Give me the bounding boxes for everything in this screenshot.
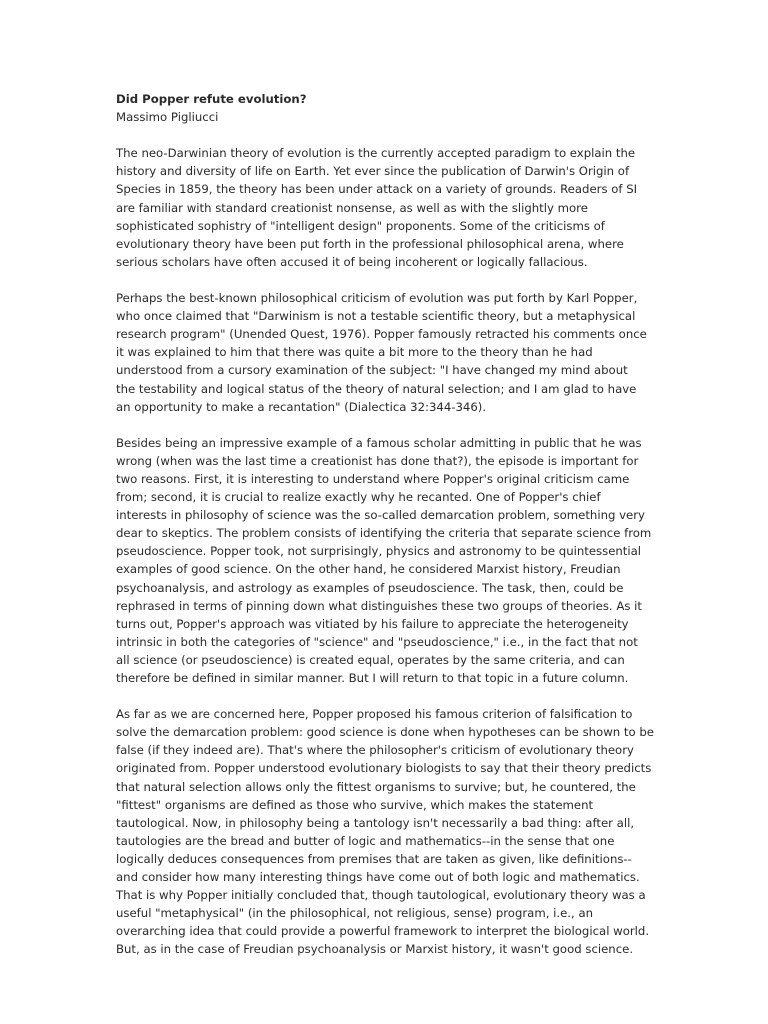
text-line: That is why Popper initially concluded that, though tautological, evolutionary theory was a: [116, 888, 646, 903]
text-line: are familiar with standard creationist nonsense, as well as with the slightly more: [116, 200, 588, 215]
text-line: an opportunity to make a recantation" (Dialectica 32:344-346).: [116, 399, 487, 414]
text-line: all science (or pseudoscience) is created equal, operates by the same criteria, and can: [116, 652, 625, 667]
text-line: The neo-Darwinian theory of evolution is the currently accepted paradigm to explain the: [116, 146, 636, 161]
text-line: therefore be defined in similar manner. But I will return to that topic in a future column.: [116, 671, 629, 685]
text-line: intrinsic in both the categories of "science" and "pseudoscience," i.e., in the fact that not: [116, 634, 638, 649]
text-line: psychoanalysis, and astrology as examples of pseudoscience. The task, then, could be: [116, 580, 624, 595]
text-line: dear to skeptics. The problem consists of identifying the criteria that separate science from: [116, 526, 652, 541]
text-line: logically deduces consequences from premises that are taken as given, like definitions--: [116, 851, 632, 866]
text-line: who once claimed that "Darwinism is not a testable scientific theory, but a metaphysical: [116, 309, 636, 324]
text-line: that natural selection allows only the fittest organisms to survive; but, he countered, the: [116, 779, 636, 794]
text-line: and consider how many interesting things have come out of both logic and mathematics.: [116, 870, 640, 885]
text-line: from; second, it is crucial to realize exactly why he recanted. One of Popper's chief: [116, 490, 601, 505]
document-title: Did Popper refute evolution?: [116, 92, 307, 106]
text-line: evolutionary theory have been put forth in the professional philosophical arena, where: [116, 236, 624, 251]
paragraph: [116, 289, 650, 416]
text-line: useful "metaphysical" (in the philosophical, not religious, sense) program, i.e., an: [116, 906, 594, 921]
document-author: Massimo Pigliucci: [116, 110, 219, 125]
text-line: it was explained to him that there was quite a bit more to the theory than he had: [116, 345, 593, 360]
text-line: tautological. Now, in philosophy being a tantology isn't necessarily a bad thing: after all,: [116, 815, 635, 830]
text-line: sophisticated sophistry of "intelligent design" proponents. Some of the criticisms of: [116, 218, 605, 233]
text-line: two reasons. First, it is interesting to understand where Popper's original criticism came: [116, 471, 630, 486]
text-line: examples of good science. On the other hand, he considered Marxist history, Freudian: [116, 562, 621, 577]
text-line: turns out, Popper's approach was vitiated by his failure to appreciate the heterogeneity: [116, 616, 629, 631]
text-line: wrong (when was the last time a creationist has done that?), the episode is important for: [116, 453, 639, 468]
text-line: rephrased in terms of pinning down what distinguishes these two groups of theories. As it: [116, 598, 642, 613]
text-line: Species in 1859, the theory has been under attack on a variety of grounds. Readers of SI: [116, 182, 638, 197]
document-page: [116, 90, 654, 977]
document-body: [116, 144, 654, 958]
text-line: But, as in the case of Freudian psychoanalysis or Marxist history, it wasn't good science.: [116, 942, 634, 957]
paragraph: [116, 144, 650, 271]
text-line: pseudoscience. Popper took, not surprisingly, physics and astronomy to be quintessential: [116, 544, 642, 559]
text-line: Besides being an impressive example of a famous scholar admitting in public that he was: [116, 435, 642, 450]
text-line: history and diversity of life on Earth. Yet ever since the publication of Darwin's Origin of: [116, 164, 630, 179]
text-line: "fittest" organisms are defined as those who survive, which makes the statement: [116, 797, 594, 812]
text-line: interests in philosophy of science was the so-called demarcation problem, something very: [116, 508, 645, 523]
text-line: overarching idea that could provide a powerful framework to interpret the biological world.: [116, 924, 650, 939]
text-line: the testability and logical status of the theory of natural selection; and I am glad to have: [116, 381, 637, 396]
text-line: Perhaps the best-known philosophical criticism of evolution was put forth by Karl Popper,: [116, 291, 638, 306]
text-line: tautologies are the bread and butter of logic and mathematics--in the sense that one: [116, 833, 615, 848]
text-line: originated from. Popper understood evolutionary biologists to say that their theory predicts: [116, 761, 652, 776]
text-line: serious scholars have often accused it of being incoherent or logically fallacious.: [116, 254, 588, 269]
text-line: research program" (Unended Quest, 1976). Popper famously retracted his comments once: [116, 327, 647, 342]
paragraph: [116, 434, 650, 687]
text-line: As far as we are concerned here, Popper proposed his famous criterion of falsification to: [116, 707, 633, 722]
text-line: understood from a cursory examination of the subject: "I have changed my mind about: [116, 363, 628, 378]
text-line: solve the demarcation problem: good science is done when hypotheses can be shown to be: [116, 725, 654, 740]
text-line: false (if they indeed are). That's where the philosopher's criticism of evolutionary theory: [116, 743, 634, 758]
paragraph: [116, 705, 654, 958]
